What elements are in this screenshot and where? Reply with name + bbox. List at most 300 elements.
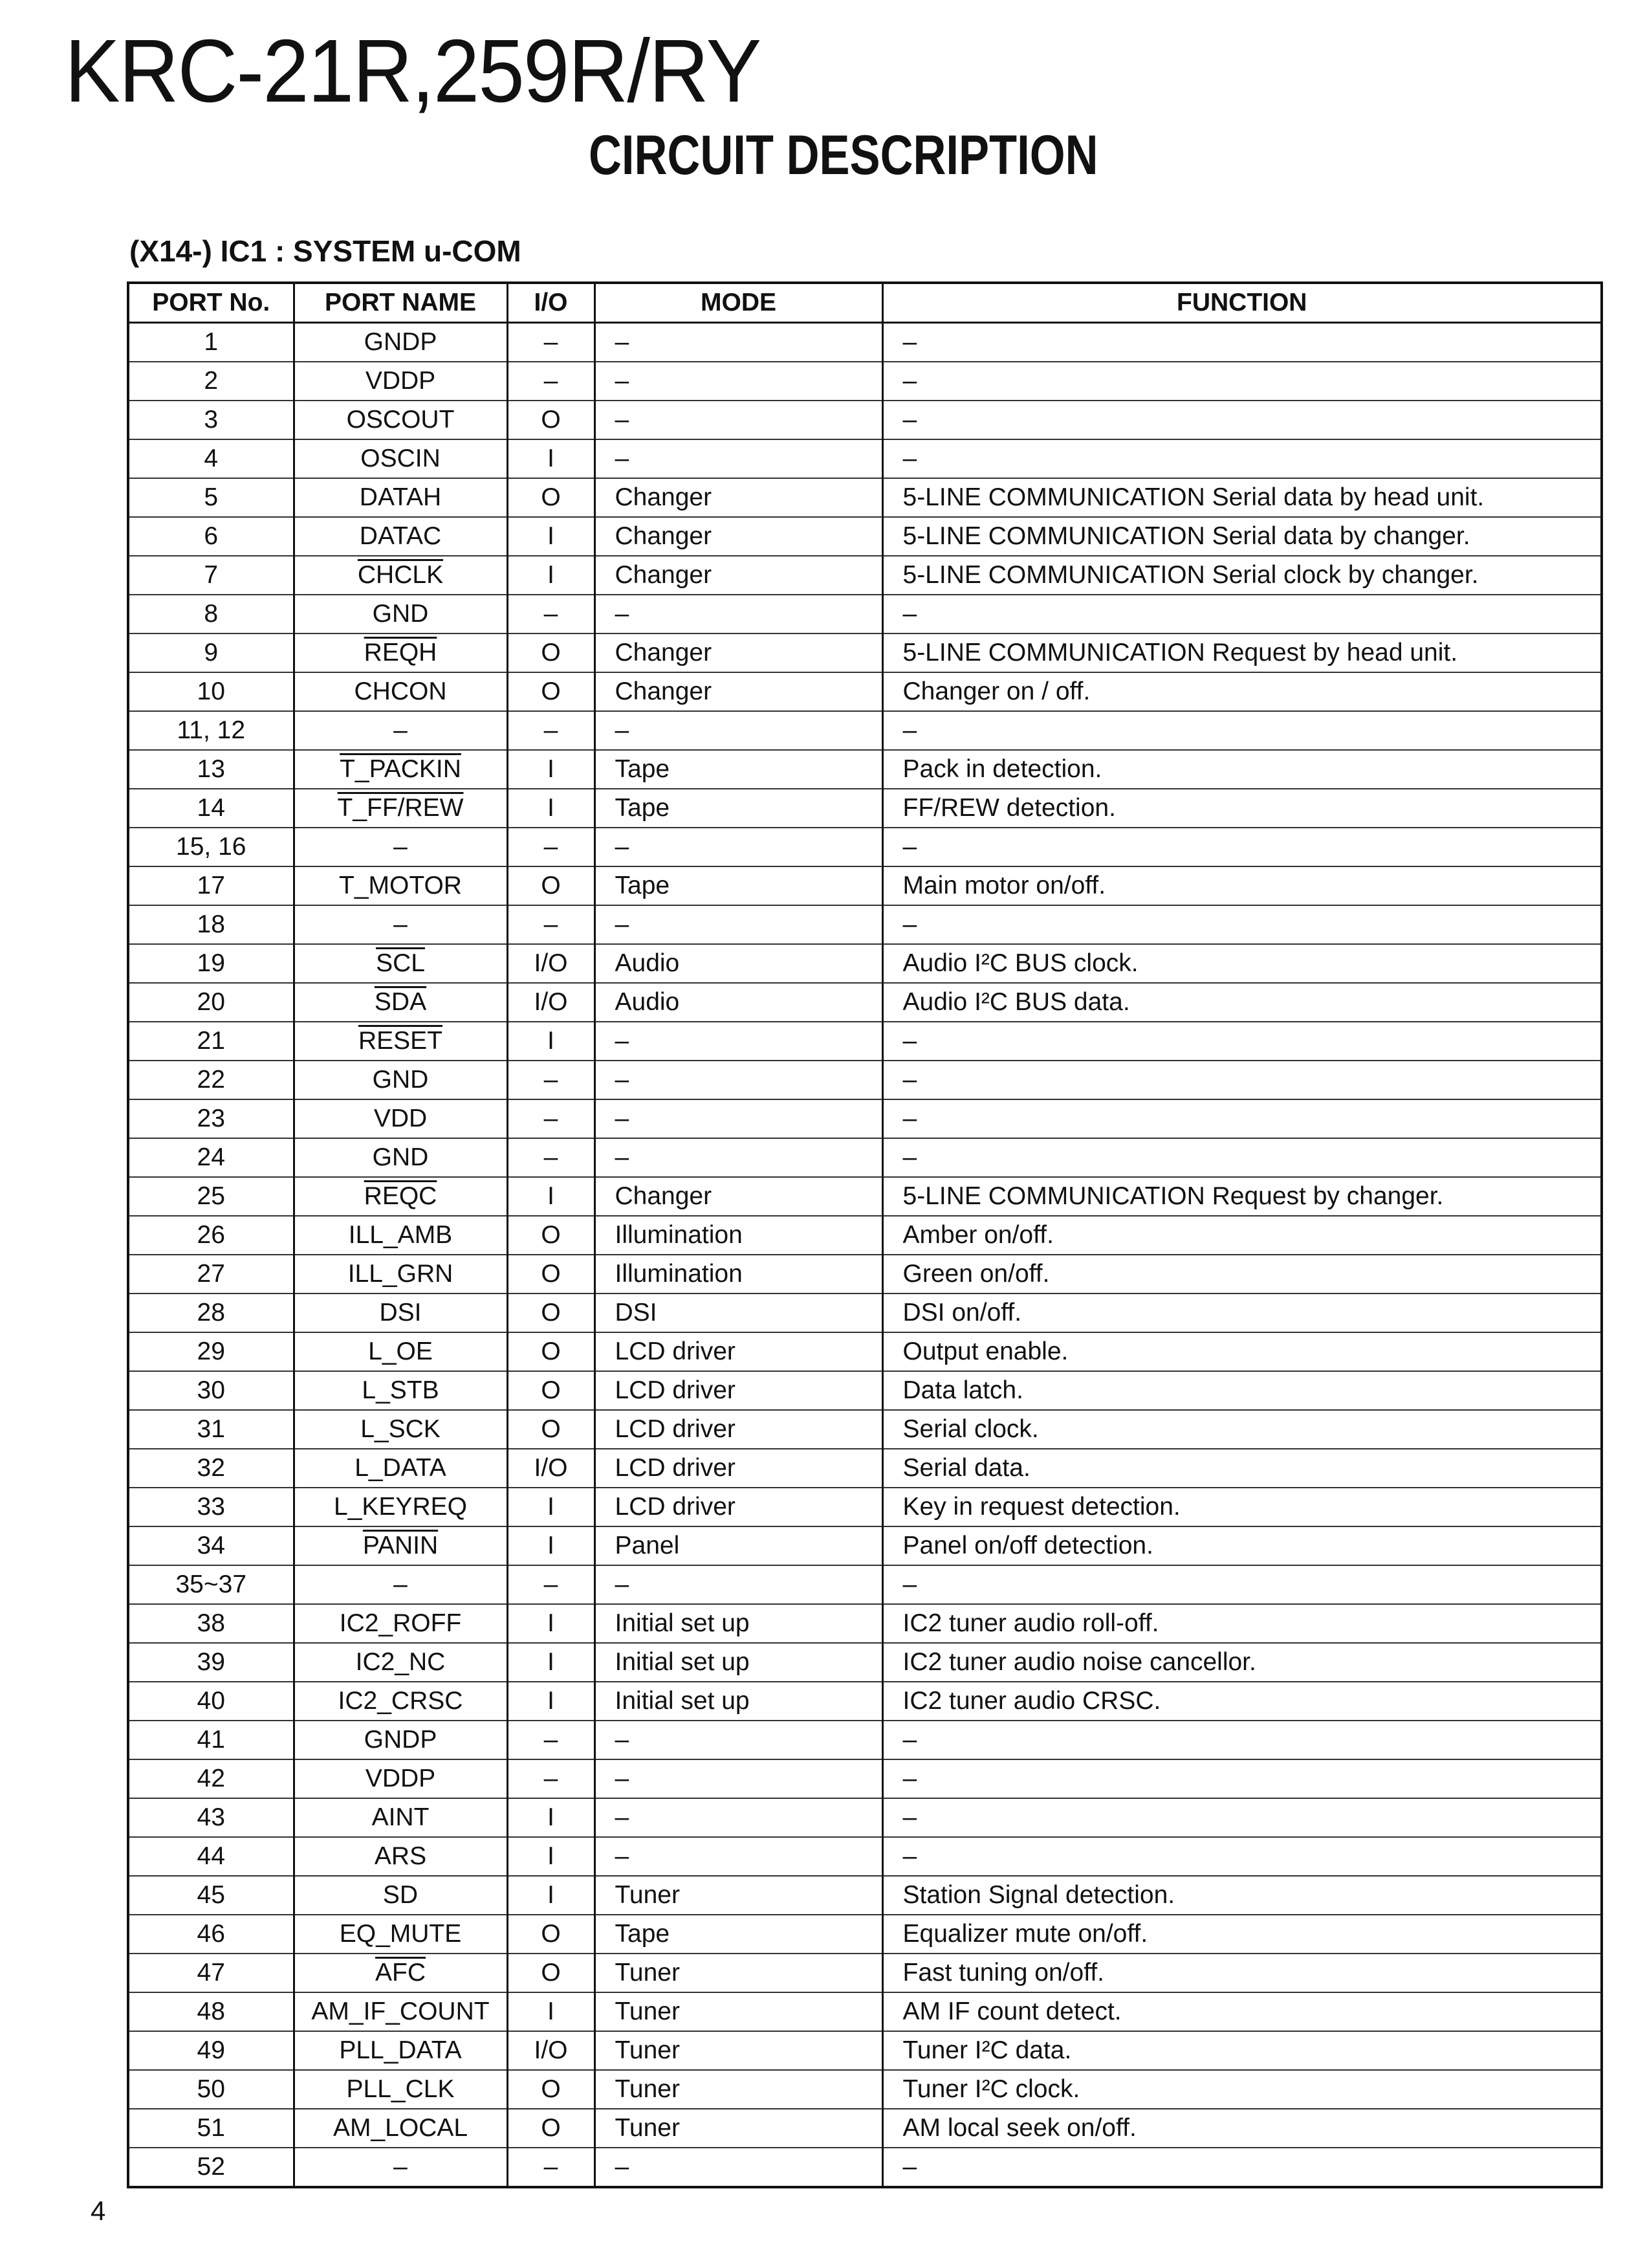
port-number-cell: 32 <box>128 1449 294 1488</box>
function-cell: Tuner I²C data. <box>882 2031 1602 2070</box>
table-row <box>128 595 1602 633</box>
io-cell: O <box>507 1294 594 1332</box>
function-cell: 5-LINE COMMUNICATION Request by changer. <box>882 1177 1602 1216</box>
port-name-cell: T_FF/REW <box>294 789 507 828</box>
table-row <box>128 828 1602 866</box>
port-name-cell: $\overline{SDA}$ <box>294 983 507 1022</box>
col-header-port-no: PORT No. <box>128 283 294 323</box>
mode-cell: Audio <box>594 944 882 983</box>
io-cell: – <box>507 2148 594 2187</box>
table-row <box>128 1526 1602 1565</box>
port-number-cell: 47 <box>128 1954 294 1992</box>
port-number-cell: 42 <box>128 1759 294 1798</box>
port-name-cell: L_STB <box>294 1371 507 1410</box>
port-name-cell: OSCOUT <box>294 401 507 439</box>
function-cell: Station Signal detection. <box>882 1876 1602 1915</box>
mode-cell: Initial set up <box>594 1682 882 1721</box>
function-cell: – <box>882 439 1602 478</box>
table-row <box>128 517 1602 556</box>
port-number-cell: 50 <box>128 2070 294 2109</box>
mode-cell: Changer <box>594 633 882 672</box>
function-cell: – <box>882 323 1602 362</box>
function-cell: DSI on/off. <box>882 1294 1602 1332</box>
io-cell: – <box>507 1138 594 1177</box>
col-header-mode: MODE <box>594 283 882 323</box>
io-cell: I <box>507 1022 594 1061</box>
mode-cell: – <box>594 828 882 866</box>
io-cell: I <box>507 517 594 556</box>
port-number-cell: 25 <box>128 1177 294 1216</box>
port-number-cell: 3 <box>128 401 294 439</box>
io-cell: I <box>507 1876 594 1915</box>
port-number-cell: 19 <box>128 944 294 983</box>
mode-cell: LCD driver <box>594 1410 882 1449</box>
port-number-cell: 20 <box>128 983 294 1022</box>
port-name-cell: PANIN <box>294 1526 507 1565</box>
table-row <box>128 1138 1602 1177</box>
port-name-cell: REQC <box>294 1177 507 1216</box>
mode-cell: Illumination <box>594 1216 882 1255</box>
port-name-cell: DSI <box>294 1294 507 1332</box>
section-title: CIRCUIT DESCRIPTION <box>589 124 1098 186</box>
mode-cell: – <box>594 1138 882 1177</box>
port-number-cell: 49 <box>128 2031 294 2070</box>
table-row <box>128 1992 1602 2031</box>
mode-cell: LCD driver <box>594 1332 882 1371</box>
page-number: 4 <box>91 2196 106 2226</box>
port-name-cell: T_PACKIN <box>294 750 507 789</box>
port-name-cell: ILL_GRN <box>294 1255 507 1294</box>
port-name-cell: DATAC <box>294 517 507 556</box>
table-row <box>128 1721 1602 1759</box>
function-cell: Equalizer mute on/off. <box>882 1915 1602 1954</box>
port-number-cell: 52 <box>128 2148 294 2187</box>
port-number-cell: 51 <box>128 2109 294 2148</box>
port-number-cell: 44 <box>128 1837 294 1876</box>
model-title: KRC-21R,259R/RY <box>65 21 761 121</box>
function-cell: Audio I²C BUS clock. <box>882 944 1602 983</box>
function-cell: 5-LINE COMMUNICATION Serial data by changer. <box>882 517 1602 556</box>
port-name-cell: GNDP <box>294 323 507 362</box>
port-name-cell: – <box>294 711 507 750</box>
function-cell: IC2 tuner audio CRSC. <box>882 1682 1602 1721</box>
io-cell: I <box>507 1682 594 1721</box>
mode-cell: – <box>594 439 882 478</box>
io-cell: O <box>507 401 594 439</box>
port-number-cell: 33 <box>128 1488 294 1526</box>
table-row <box>128 401 1602 439</box>
mode-cell: LCD driver <box>594 1488 882 1526</box>
io-cell: I/O <box>507 1449 594 1488</box>
table-row <box>128 1177 1602 1216</box>
io-cell: O <box>507 1915 594 1954</box>
function-cell: – <box>882 828 1602 866</box>
table-row <box>128 983 1602 1022</box>
function-cell: – <box>882 1759 1602 1798</box>
io-cell: O <box>507 2109 594 2148</box>
function-cell: Output enable. <box>882 1332 1602 1371</box>
port-number-cell: 46 <box>128 1915 294 1954</box>
table-row <box>128 1255 1602 1294</box>
mode-cell: Tuner <box>594 2031 882 2070</box>
mode-cell: Tape <box>594 789 882 828</box>
mode-cell: Changer <box>594 672 882 711</box>
port-name-cell: – <box>294 905 507 944</box>
mode-cell: DSI <box>594 1294 882 1332</box>
mode-cell: Changer <box>594 556 882 595</box>
port-name-cell: SD <box>294 1876 507 1915</box>
port-name-cell: PLL_DATA <box>294 2031 507 2070</box>
function-cell: – <box>882 1099 1602 1138</box>
port-name-cell: $\overline{SCL}$ <box>294 944 507 983</box>
mode-cell: – <box>594 1837 882 1876</box>
io-cell: O <box>507 1954 594 1992</box>
mode-cell: – <box>594 1798 882 1837</box>
port-name-cell: GND <box>294 595 507 633</box>
table-row <box>128 1876 1602 1915</box>
table-header-row <box>128 283 1602 323</box>
mode-cell: LCD driver <box>594 1371 882 1410</box>
port-name-cell: VDDP <box>294 362 507 401</box>
table-row <box>128 1954 1602 1992</box>
io-cell: – <box>507 711 594 750</box>
port-number-cell: 26 <box>128 1216 294 1255</box>
table-row <box>128 1837 1602 1876</box>
port-number-cell: 29 <box>128 1332 294 1371</box>
io-cell: I <box>507 1526 594 1565</box>
io-cell: – <box>507 905 594 944</box>
port-number-cell: 5 <box>128 478 294 517</box>
mode-cell: Tuner <box>594 1954 882 1992</box>
mode-cell: Tape <box>594 866 882 905</box>
function-cell: – <box>882 2148 1602 2187</box>
table-body <box>128 323 1602 2188</box>
port-name-cell: AM_LOCAL <box>294 2109 507 2148</box>
port-number-cell: 30 <box>128 1371 294 1410</box>
table-row <box>128 1371 1602 1410</box>
function-cell: – <box>882 1022 1602 1061</box>
table-row <box>128 1565 1602 1604</box>
table-row <box>128 2148 1602 2187</box>
table-row <box>128 1099 1602 1138</box>
function-cell: Serial clock. <box>882 1410 1602 1449</box>
io-cell: – <box>507 1099 594 1138</box>
port-name-cell: ILL_AMB <box>294 1216 507 1255</box>
port-number-cell: 38 <box>128 1604 294 1643</box>
io-cell: O <box>507 478 594 517</box>
io-cell: I/O <box>507 983 594 1022</box>
port-name-cell: GNDP <box>294 1721 507 1759</box>
function-cell: Data latch. <box>882 1371 1602 1410</box>
table-row <box>128 905 1602 944</box>
mode-cell: – <box>594 1099 882 1138</box>
function-cell: Audio I²C BUS data. <box>882 983 1602 1022</box>
table-row <box>128 478 1602 517</box>
io-cell: I <box>507 1837 594 1876</box>
port-number-cell: 15, 16 <box>128 828 294 866</box>
function-cell: – <box>882 362 1602 401</box>
port-name-cell: IC2_ROFF <box>294 1604 507 1643</box>
table-row <box>128 556 1602 595</box>
port-name-cell: L_KEYREQ <box>294 1488 507 1526</box>
table-row <box>128 789 1602 828</box>
port-number-cell: 40 <box>128 1682 294 1721</box>
mode-cell: Changer <box>594 478 882 517</box>
function-cell: – <box>882 1837 1602 1876</box>
function-cell: – <box>882 1565 1602 1604</box>
port-number-cell: 41 <box>128 1721 294 1759</box>
port-number-cell: 24 <box>128 1138 294 1177</box>
col-header-port-name: PORT NAME <box>294 283 507 323</box>
io-cell: I <box>507 1643 594 1682</box>
io-cell: – <box>507 1565 594 1604</box>
col-header-function: FUNCTION <box>882 283 1602 323</box>
port-name-cell: – <box>294 2148 507 2187</box>
port-number-cell: 48 <box>128 1992 294 2031</box>
port-number-cell: 8 <box>128 595 294 633</box>
port-number-cell: 6 <box>128 517 294 556</box>
function-cell: – <box>882 711 1602 750</box>
function-cell: Panel on/off detection. <box>882 1526 1602 1565</box>
mode-cell: – <box>594 595 882 633</box>
mode-cell: Tape <box>594 750 882 789</box>
io-cell: O <box>507 1371 594 1410</box>
port-name-cell: AINT <box>294 1798 507 1837</box>
io-cell: – <box>507 1759 594 1798</box>
function-cell: – <box>882 1721 1602 1759</box>
mode-cell: – <box>594 1061 882 1099</box>
port-number-cell: 31 <box>128 1410 294 1449</box>
table-row <box>128 362 1602 401</box>
port-name-cell: CHCON <box>294 672 507 711</box>
table-row <box>128 750 1602 789</box>
mode-cell: – <box>594 401 882 439</box>
function-cell: 5-LINE COMMUNICATION Serial data by head unit. <box>882 478 1602 517</box>
io-cell: I <box>507 1992 594 2031</box>
function-cell: Tuner I²C clock. <box>882 2070 1602 2109</box>
function-cell: – <box>882 1798 1602 1837</box>
mode-cell: – <box>594 711 882 750</box>
port-number-cell: 43 <box>128 1798 294 1837</box>
port-name-cell: PLL_CLK <box>294 2070 507 2109</box>
table-row <box>128 439 1602 478</box>
mode-cell: Audio <box>594 983 882 1022</box>
io-cell: I/O <box>507 2031 594 2070</box>
port-name-cell: EQ_MUTE <box>294 1915 507 1954</box>
port-name-cell: GND <box>294 1061 507 1099</box>
table-row <box>128 633 1602 672</box>
port-name-cell: OSCIN <box>294 439 507 478</box>
table-row <box>128 1798 1602 1837</box>
function-cell: 5-LINE COMMUNICATION Request by head unit. <box>882 633 1602 672</box>
table-row <box>128 2109 1602 2148</box>
port-table <box>127 281 1603 2188</box>
mode-cell: – <box>594 1022 882 1061</box>
function-cell: – <box>882 1061 1602 1099</box>
port-number-cell: 13 <box>128 750 294 789</box>
port-number-cell: 35~37 <box>128 1565 294 1604</box>
io-cell: I/O <box>507 944 594 983</box>
port-number-cell: 28 <box>128 1294 294 1332</box>
function-cell: Fast tuning on/off. <box>882 1954 1602 1992</box>
function-cell: – <box>882 595 1602 633</box>
io-cell: I <box>507 1604 594 1643</box>
io-cell: O <box>507 672 594 711</box>
io-cell: – <box>507 323 594 362</box>
io-cell: – <box>507 1721 594 1759</box>
function-cell: AM local seek on/off. <box>882 2109 1602 2148</box>
mode-cell: Tuner <box>594 2070 882 2109</box>
io-cell: O <box>507 2070 594 2109</box>
mode-cell: – <box>594 1565 882 1604</box>
table-row <box>128 1216 1602 1255</box>
port-number-cell: 10 <box>128 672 294 711</box>
port-name-cell: L_DATA <box>294 1449 507 1488</box>
function-cell: Key in request detection. <box>882 1488 1602 1526</box>
table-row <box>128 1604 1602 1643</box>
io-cell: I <box>507 1177 594 1216</box>
port-name-cell: – <box>294 1565 507 1604</box>
function-cell: IC2 tuner audio noise cancellor. <box>882 1643 1602 1682</box>
port-number-cell: 2 <box>128 362 294 401</box>
function-cell: – <box>882 1138 1602 1177</box>
port-name-cell: GND <box>294 1138 507 1177</box>
table-row <box>128 1915 1602 1954</box>
function-cell: Serial data. <box>882 1449 1602 1488</box>
io-cell: – <box>507 1061 594 1099</box>
port-name-cell: VDDP <box>294 1759 507 1798</box>
function-cell: FF/REW detection. <box>882 789 1602 828</box>
mode-cell: Initial set up <box>594 1604 882 1643</box>
mode-cell: Panel <box>594 1526 882 1565</box>
mode-cell: Tape <box>594 1915 882 1954</box>
table-row <box>128 944 1602 983</box>
table-row <box>128 1410 1602 1449</box>
table-row <box>128 1294 1602 1332</box>
port-number-cell: 11, 12 <box>128 711 294 750</box>
table-row <box>128 1332 1602 1371</box>
function-cell: IC2 tuner audio roll-off. <box>882 1604 1602 1643</box>
mode-cell: – <box>594 1721 882 1759</box>
mode-cell: – <box>594 2148 882 2187</box>
port-name-cell: RESET <box>294 1022 507 1061</box>
table-row <box>128 323 1602 362</box>
mode-cell: Changer <box>594 1177 882 1216</box>
table-row <box>128 1022 1602 1061</box>
io-cell: I <box>507 789 594 828</box>
io-cell: I <box>507 750 594 789</box>
mode-cell: Changer <box>594 517 882 556</box>
port-number-cell: 1 <box>128 323 294 362</box>
port-name-cell: L_OE <box>294 1332 507 1371</box>
port-number-cell: 17 <box>128 866 294 905</box>
io-cell: I <box>507 1488 594 1526</box>
port-name-cell: ARS <box>294 1837 507 1876</box>
port-number-cell: 7 <box>128 556 294 595</box>
io-cell: O <box>507 866 594 905</box>
io-cell: – <box>507 362 594 401</box>
port-number-cell: 22 <box>128 1061 294 1099</box>
mode-cell: Initial set up <box>594 1643 882 1682</box>
port-name-cell: – <box>294 828 507 866</box>
port-number-cell: 18 <box>128 905 294 944</box>
port-number-cell: 45 <box>128 1876 294 1915</box>
function-cell: Pack in detection. <box>882 750 1602 789</box>
port-number-cell: 9 <box>128 633 294 672</box>
function-cell: 5-LINE COMMUNICATION Serial clock by changer. <box>882 556 1602 595</box>
port-name-cell: T_MOTOR <box>294 866 507 905</box>
port-name-cell: $\overline{AFC}$ <box>294 1954 507 1992</box>
function-cell: AM IF count detect. <box>882 1992 1602 2031</box>
table-row <box>128 1759 1602 1798</box>
port-name-cell: IC2_CRSC <box>294 1682 507 1721</box>
port-name-cell: L_SCK <box>294 1410 507 1449</box>
mode-cell: LCD driver <box>594 1449 882 1488</box>
table-row <box>128 1643 1602 1682</box>
mode-cell: – <box>594 362 882 401</box>
port-number-cell: 34 <box>128 1526 294 1565</box>
io-cell: O <box>507 1216 594 1255</box>
function-cell: – <box>882 905 1602 944</box>
port-number-cell: 27 <box>128 1255 294 1294</box>
port-name-cell: CHCLK <box>294 556 507 595</box>
mode-cell: Tuner <box>594 2109 882 2148</box>
table-row <box>128 672 1602 711</box>
io-cell: O <box>507 1255 594 1294</box>
port-number-cell: 4 <box>128 439 294 478</box>
mode-cell: Tuner <box>594 1876 882 1915</box>
table-row <box>128 1449 1602 1488</box>
table-caption: (X14-) IC1 : SYSTEM u-COM <box>129 234 521 268</box>
col-header-io: I/O <box>507 283 594 323</box>
mode-cell: Tuner <box>594 1992 882 2031</box>
io-cell: I <box>507 1798 594 1837</box>
table-row <box>128 2070 1602 2109</box>
table-row <box>128 1682 1602 1721</box>
port-number-cell: 23 <box>128 1099 294 1138</box>
port-name-cell: IC2_NC <box>294 1643 507 1682</box>
io-cell: – <box>507 828 594 866</box>
io-cell: O <box>507 1410 594 1449</box>
table-row <box>128 711 1602 750</box>
port-name-cell: DATAH <box>294 478 507 517</box>
function-cell: Amber on/off. <box>882 1216 1602 1255</box>
mode-cell: – <box>594 905 882 944</box>
io-cell: O <box>507 633 594 672</box>
mode-cell: – <box>594 323 882 362</box>
io-cell: O <box>507 1332 594 1371</box>
function-cell: – <box>882 401 1602 439</box>
table-row <box>128 1488 1602 1526</box>
io-cell: – <box>507 595 594 633</box>
port-name-cell: VDD <box>294 1099 507 1138</box>
io-cell: I <box>507 439 594 478</box>
port-number-cell: 39 <box>128 1643 294 1682</box>
table-row <box>128 2031 1602 2070</box>
port-number-cell: 21 <box>128 1022 294 1061</box>
io-cell: I <box>507 556 594 595</box>
function-cell: Main motor on/off. <box>882 866 1602 905</box>
port-name-cell: REQH <box>294 633 507 672</box>
function-cell: Green on/off. <box>882 1255 1602 1294</box>
mode-cell: – <box>594 1759 882 1798</box>
port-number-cell: 14 <box>128 789 294 828</box>
port-name-cell: AM_IF_COUNT <box>294 1992 507 2031</box>
table-row <box>128 1061 1602 1099</box>
mode-cell: Illumination <box>594 1255 882 1294</box>
function-cell: Changer on / off. <box>882 672 1602 711</box>
table-row <box>128 866 1602 905</box>
